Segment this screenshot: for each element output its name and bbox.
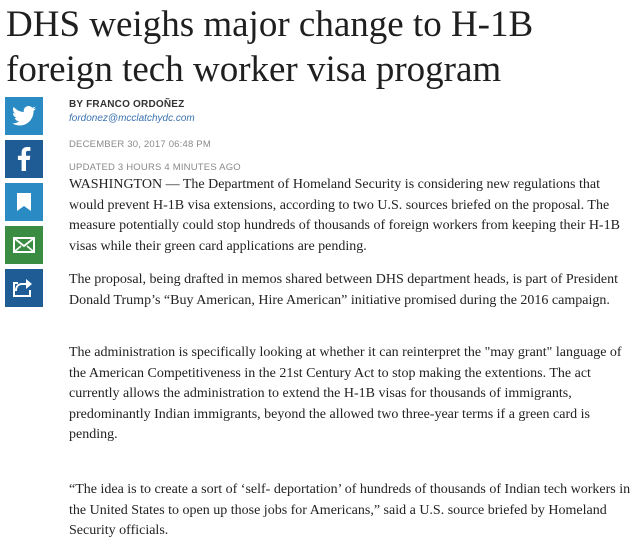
headline: DHS weighs major change to H-1B foreign tech worker visa program — [6, 4, 534, 90]
article-meta — [69, 98, 629, 174]
email-icon — [13, 237, 35, 253]
updated-time: UPDATED 3 HOURS 4 MINUTES AGO — [69, 162, 241, 173]
facebook-share-button[interactable] — [5, 140, 43, 178]
author-email-link[interactable]: fordonez@mcclatchydc.com — [69, 113, 195, 124]
share-button[interactable] — [5, 269, 43, 307]
byline: BY FRANCO ORDOÑEZ — [69, 99, 185, 110]
facebook-icon — [17, 147, 31, 171]
paragraph: “The idea is to create a sort of ‘self- deportation’ of hundreds of thousands of Indian tech workers in the United States to open up those jobs for Americans,” said a U.S. source briefed by Homeland Security officials. — [69, 482, 631, 538]
paragraph: WASHINGTON — The Department of Homeland Security is considering new regulations that would prevent H-1B visa extensions, according to two U.S. sources briefed on the proposal. The measure potentially could stop hundreds of thousands of foreign workers from keeping their H-1B visas while their green card applications are pending. — [69, 177, 620, 254]
email-share-button[interactable] — [5, 226, 43, 264]
twitter-icon — [12, 106, 36, 126]
publish-date: DECEMBER 30, 2017 06:48 PM — [69, 139, 211, 150]
paragraph: The proposal, being drafted in memos shared between DHS department heads, is part of President Donald Trump’s “Buy American, Hire American” initiative promised during the 2016 campaign. — [69, 272, 618, 308]
paragraph: The administration is specifically looking at whether it can reinterpret the "may grant" language of the American Competitiveness in the 21st Century Act to stop making the extentions. The act currently allows the administration to extend the H-1B visas for thousands of immigrants, predominantly Indian immigrants, beyond the allowed two three-year terms if a green card is pending. — [69, 345, 622, 442]
bookmark-icon — [17, 193, 31, 211]
bookmark-button[interactable] — [5, 183, 43, 221]
twitter-share-button[interactable] — [5, 97, 43, 135]
share-toolbar — [5, 97, 43, 312]
share-icon — [13, 278, 35, 298]
